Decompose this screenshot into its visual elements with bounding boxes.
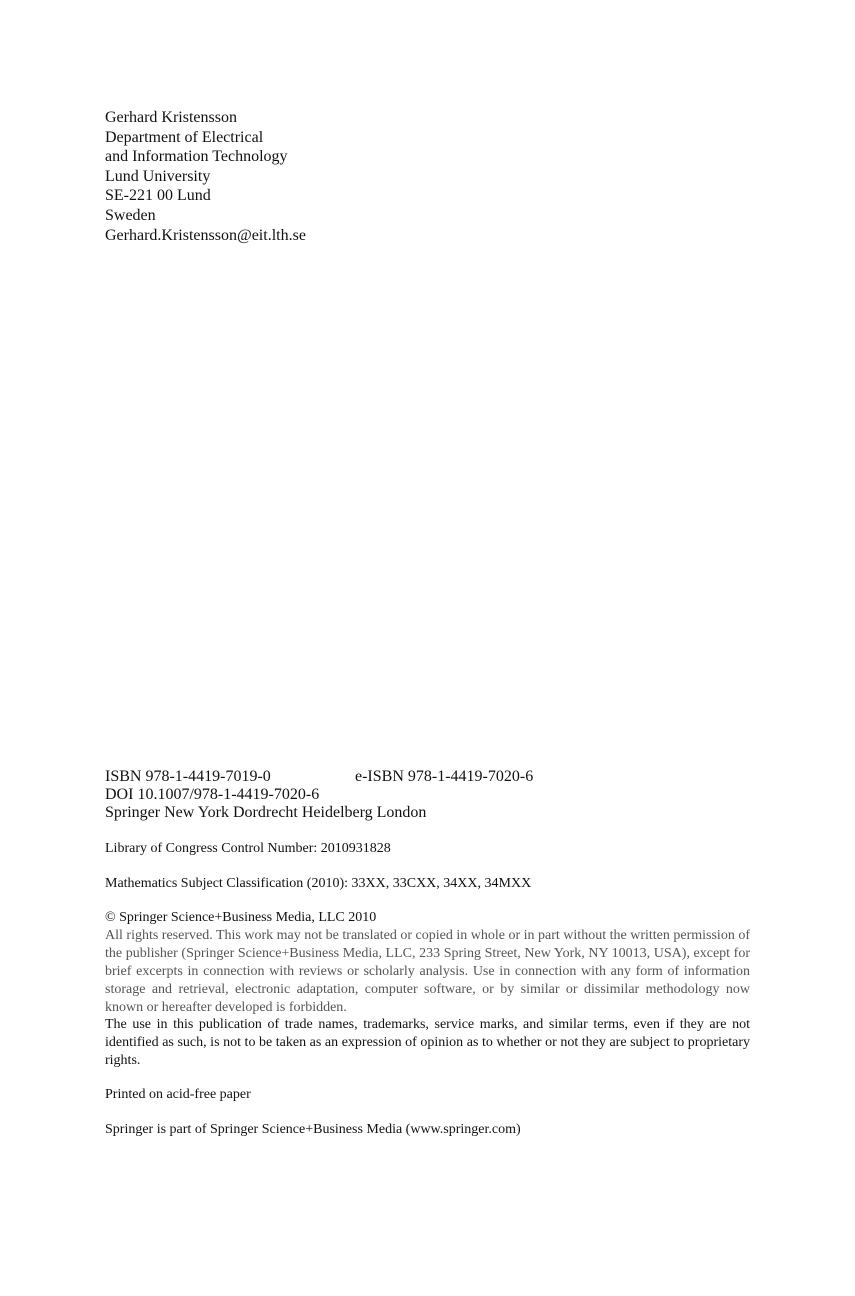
author-department-line-2: and Information Technology: [105, 148, 288, 166]
publication-identifiers: [105, 768, 755, 822]
doi: DOI 10.1007/978-1-4419-7020-6: [105, 786, 320, 803]
author-university: Lund University: [105, 167, 211, 185]
copyright-line: © Springer Science+Business Media, LLC 2010: [105, 910, 377, 925]
trade-names-paragraph: The use in this publication of trade names, trademarks, service marks, and similar terms, even if they are not identified as such, is not to be taken as an expression of opinion as to whether or not they are subject to proprietary rights.: [105, 1017, 750, 1068]
author-postal-address: SE-221 00 Lund: [105, 187, 211, 205]
author-country: Sweden: [105, 206, 156, 224]
author-address-block: [105, 108, 306, 245]
springer-note: Springer is part of Springer Science+Business Media (www.springer.com): [105, 1122, 521, 1137]
e-isbn: e-ISBN 978-1-4419-7020-6: [355, 768, 534, 785]
author-name: Gerhard Kristensson: [105, 109, 237, 126]
isbn: ISBN 978-1-4419-7019-0: [105, 768, 271, 785]
subject-classification: Mathematics Subject Classification (2010): 33XX, 33CXX, 34XX, 34MXX: [105, 876, 532, 891]
publisher-cities: Springer New York Dordrecht Heidelberg London: [105, 804, 427, 821]
rights-reserved-paragraph: All rights reserved. This work may not be translated or copied in whole or in part without the written permission of the publisher (Springer Science+Business Media, LLC, 233 Spring Street, New York, NY 10013, USA), except for brief excerpts in connection with reviews or scholarly analysis. Use in connection with any form of information storage and retrieval, electronic adaptation, computer software, or by similar or dissimilar methodology now known or hereafter developed is forbidden.: [105, 928, 750, 1015]
acid-free-paper-note: Printed on acid-free paper: [105, 1087, 251, 1102]
isbn-row: [105, 768, 755, 786]
library-of-congress-number: Library of Congress Control Number: 2010931828: [105, 841, 391, 856]
author-department-line-1: Department of Electrical: [105, 128, 264, 146]
author-email: Gerhard.Kristensson@eit.lth.se: [105, 226, 306, 244]
